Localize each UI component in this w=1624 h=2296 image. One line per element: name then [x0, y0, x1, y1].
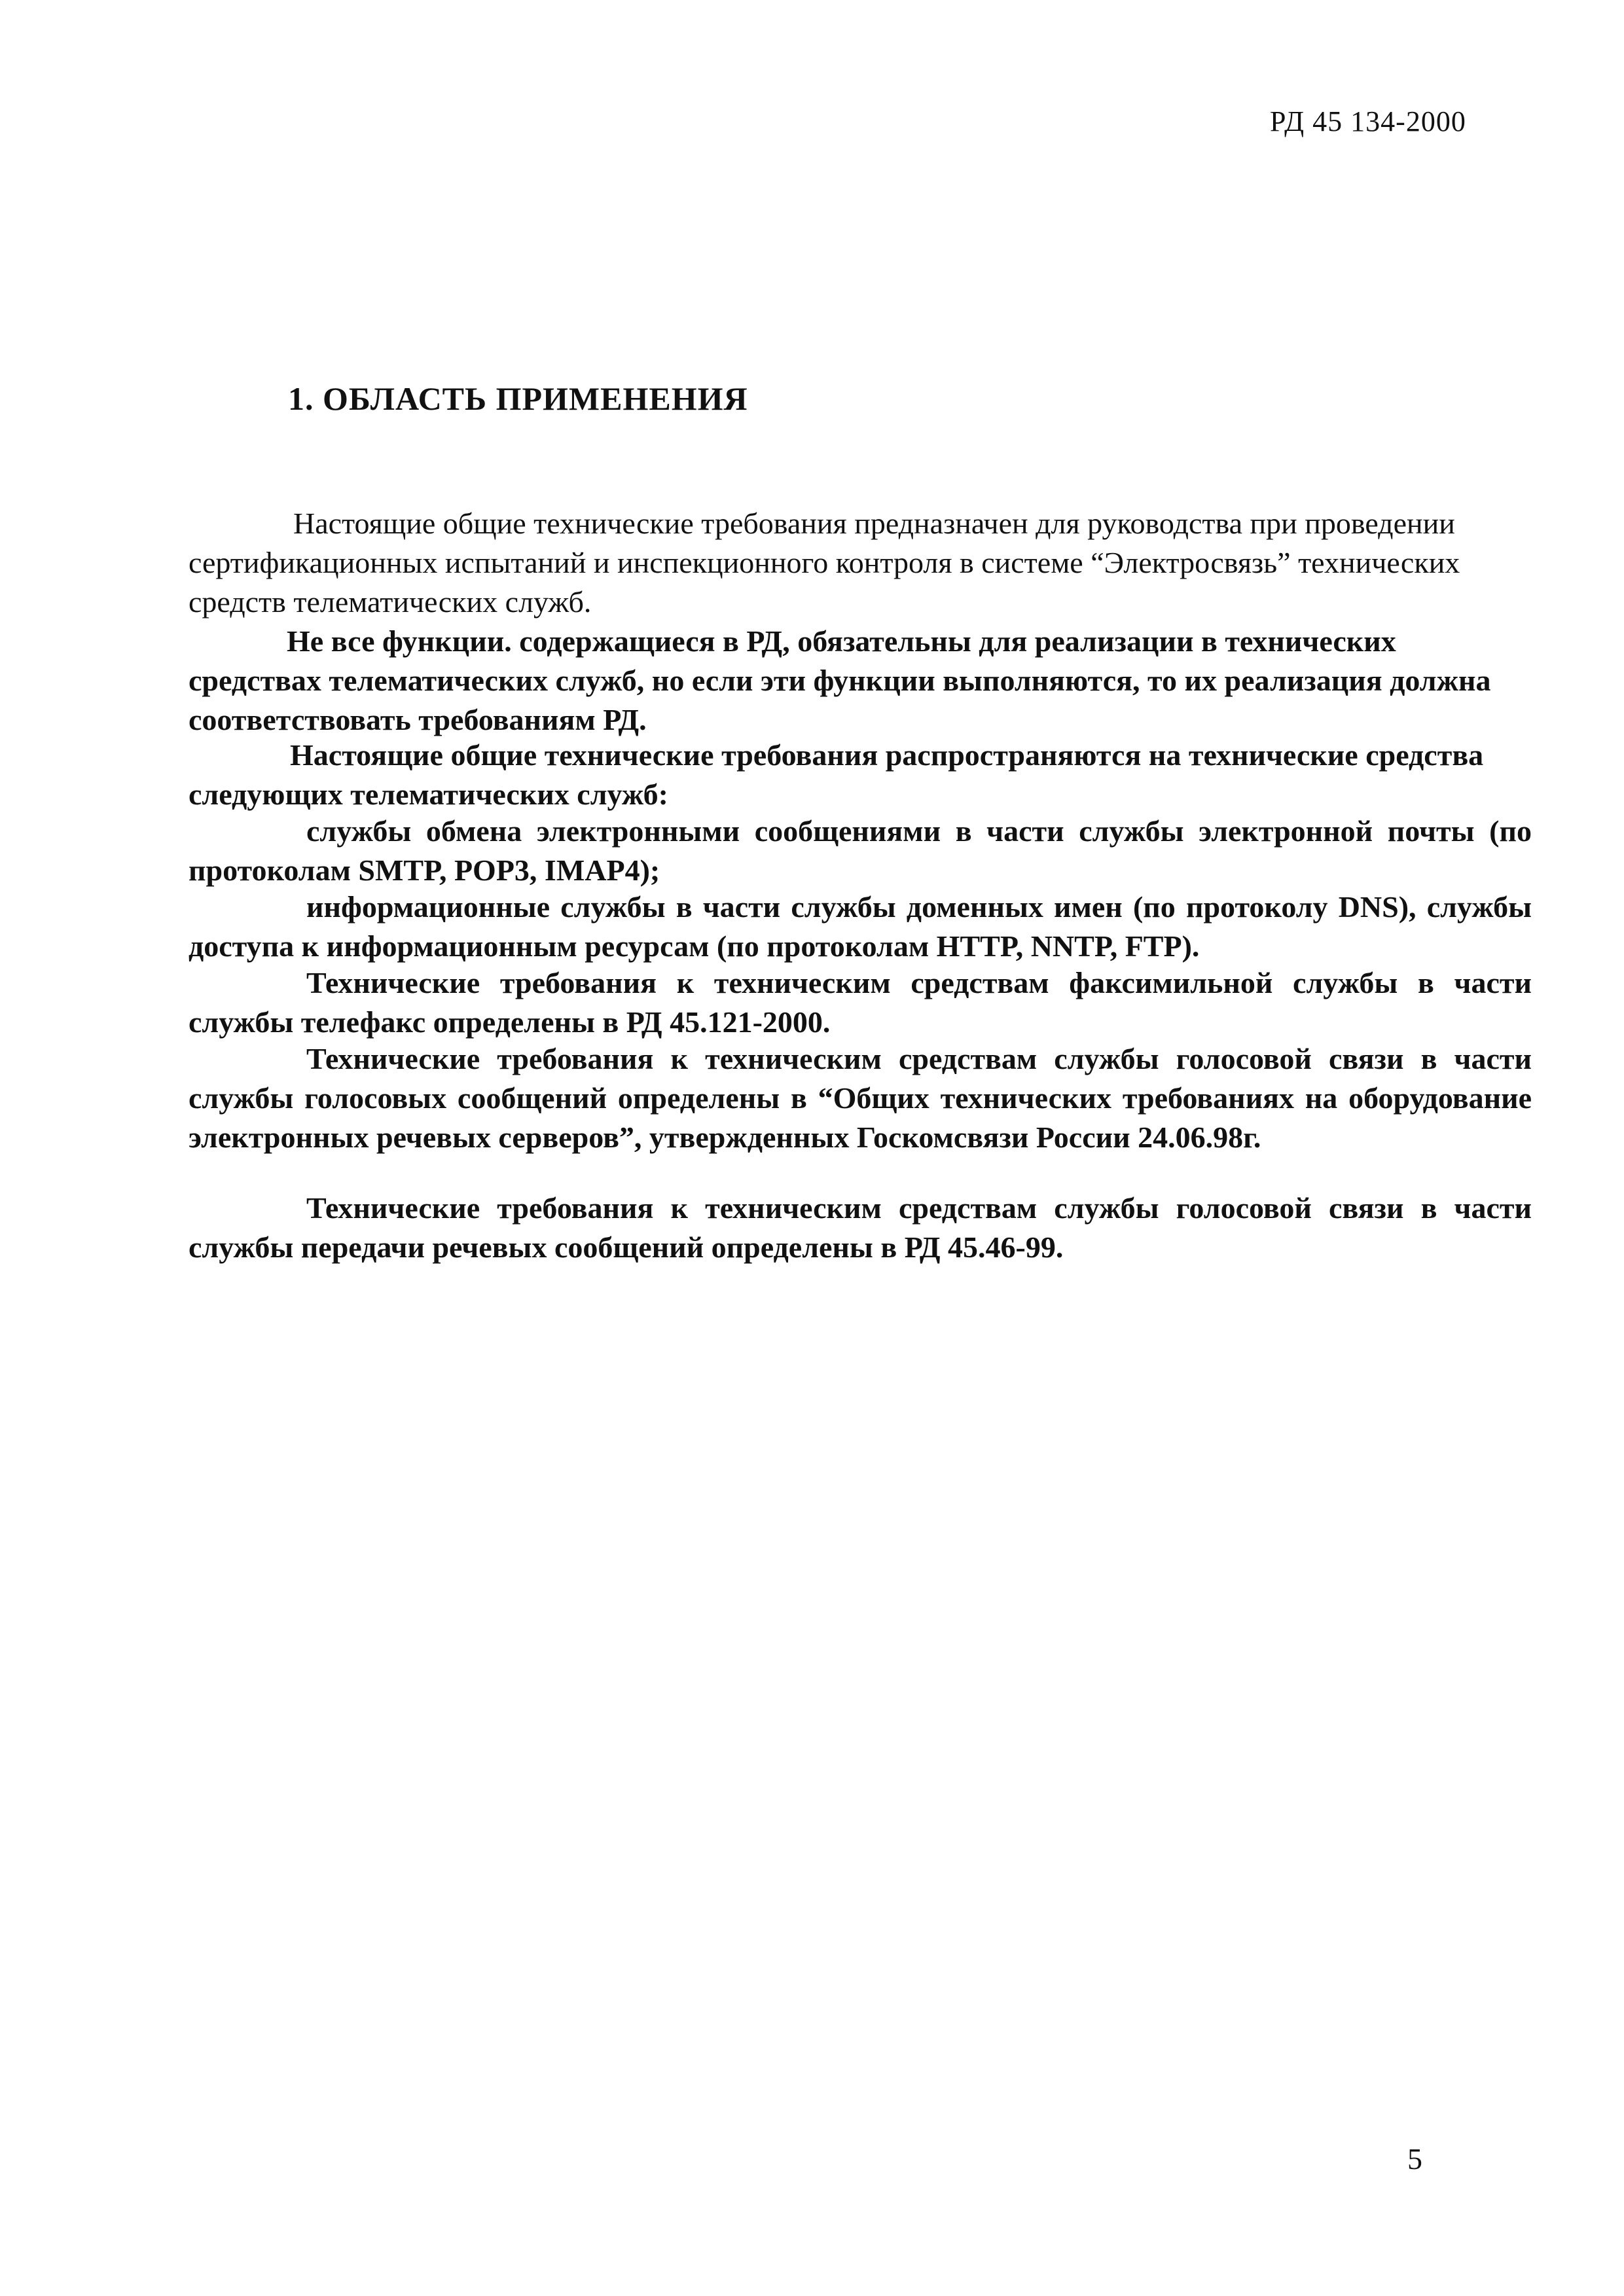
paragraph-purpose	[189, 504, 1532, 622]
page-number: 5	[1407, 2142, 1422, 2176]
section-title: 1. ОБЛАСТЬ ПРИМЕНЕНИЯ	[288, 380, 748, 417]
paragraph-scope	[189, 736, 1532, 814]
document-code: РД 45 134-2000	[1270, 105, 1466, 137]
paragraph-text: Технические требования к техническим средствам службы голосовой связи в части службы голосовых сообщений определены в “Общих технических требованиях на оборудование электронных речевых серверов”, утвержденных Госкомсвязи России 24.06.98г.	[189, 1042, 1532, 1154]
paragraph-text: Технические требования к техническим средствам службы голосовой связи в части службы передачи речевых сообщений определены в РД 45.46-99.	[189, 1191, 1532, 1264]
paragraph-text: Технические требования к техническим средствам факсимильной службы в части службы телефакс определены в РД 45.121-2000.	[189, 966, 1532, 1039]
paragraph-info-services	[189, 888, 1532, 966]
paragraph-text: информационные службы в части службы доменных имен (по протоколу DNS), службы доступа к информационным ресурсам (по протоколам HTTP, NNTP, FTP).	[189, 890, 1532, 963]
paragraph-text: Настоящие общие технические требования распространяются на технические средства следующих телематических служб:	[189, 738, 1484, 811]
paragraph-functions	[189, 622, 1532, 740]
paragraph-fax-service	[189, 963, 1532, 1042]
paragraph-email-services	[189, 812, 1532, 890]
paragraph-text: службы обмена электронными сообщениями в части службы электронной почты (по протоколам SMTP, POP3, IMAP4);	[189, 814, 1532, 887]
paragraph-text: Не все функции. содержащиеся в РД, обязательны для реализации в технических средствах телематических служб, но если эти функции выполняются, то их реализация должна соответствовать требованиям РД.	[189, 624, 1491, 736]
paragraph-speech-messages	[189, 1189, 1532, 1267]
paragraph-voice-messages	[189, 1039, 1532, 1157]
paragraph-text: Настоящие общие технические требования предназначен для руководства при проведении сертификационных испытаний и инспекционного контроля в системе “Электросвязь” технических средств телематических служб.	[189, 507, 1460, 619]
